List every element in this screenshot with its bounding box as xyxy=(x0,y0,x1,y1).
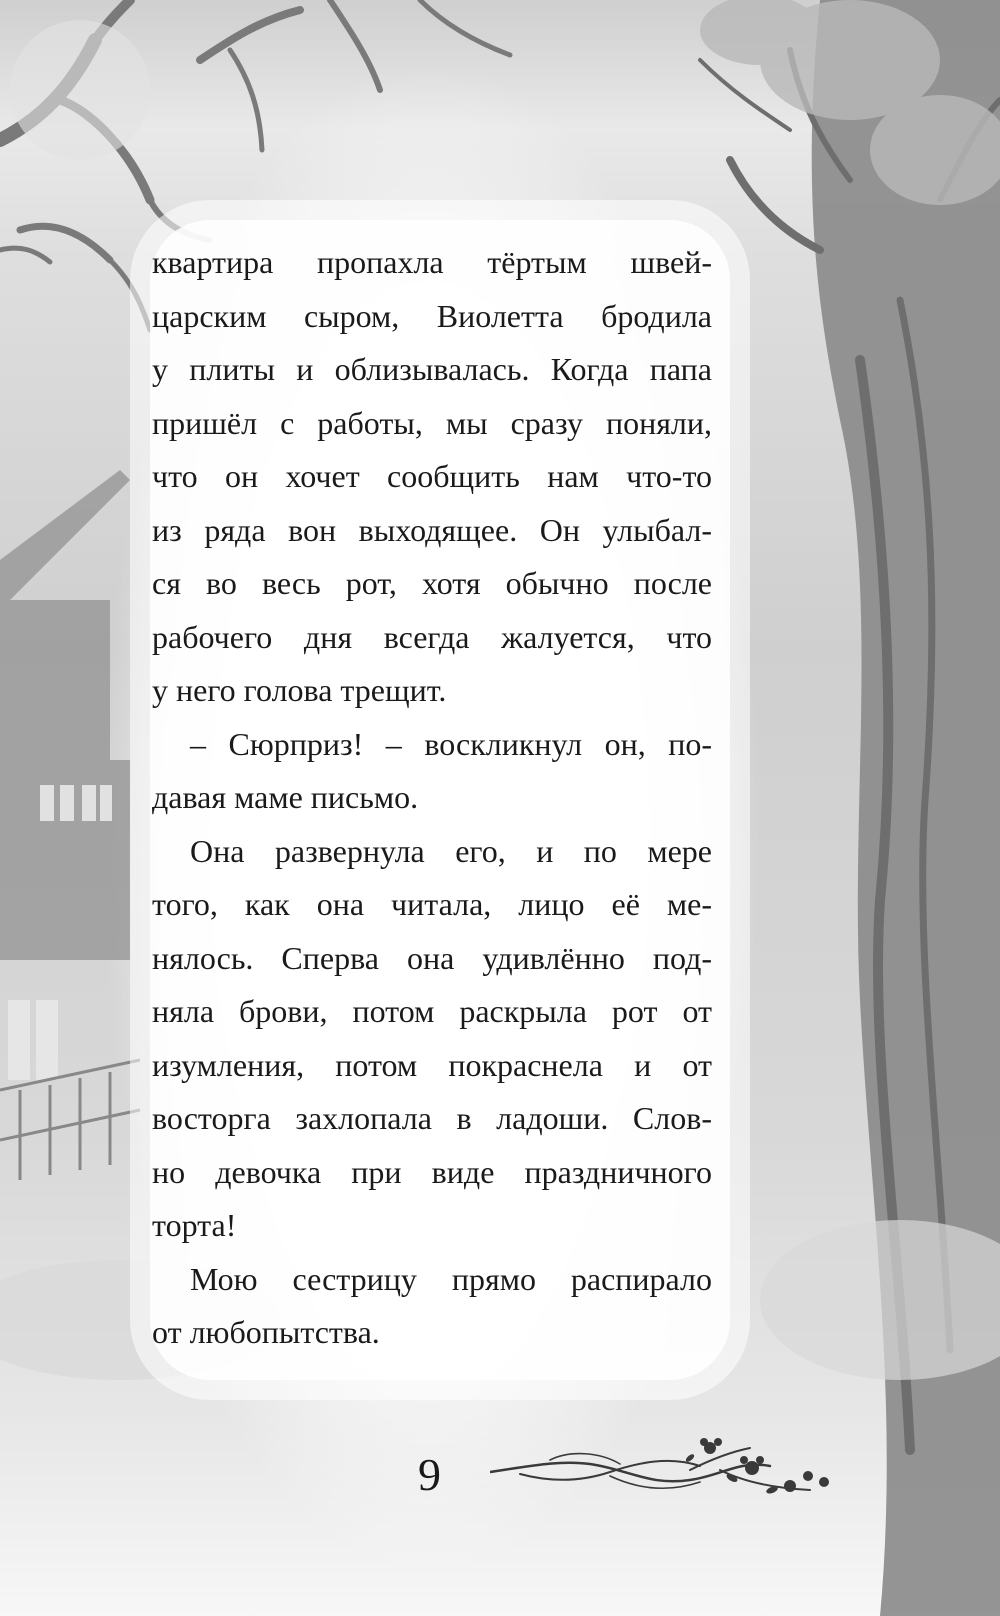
text-line: изумления, потом покраснела и от xyxy=(152,1046,712,1083)
text-line: рабочего дня всегда жалуется, что xyxy=(152,618,712,655)
text-line: у плиты и облизывалась. Когда папа xyxy=(152,351,712,387)
paragraph xyxy=(152,825,712,1253)
text-line: ся во весь рот, хотя обычно после xyxy=(152,565,712,601)
text-line: давая маме письмо. xyxy=(152,779,419,815)
text-line: квартира пропахла тёртым швей- xyxy=(152,244,712,280)
paragraph xyxy=(152,1253,712,1360)
text-line: няла брови, потом раскрыла рот от xyxy=(152,993,712,1029)
text-line: торта! xyxy=(152,1207,237,1243)
text-line: из ряда вон выходящее. Он улыбал- xyxy=(152,511,712,548)
text-line: у него голова трещит. xyxy=(152,672,447,708)
paragraph xyxy=(152,236,712,718)
paragraph xyxy=(152,718,712,825)
text-line: того, как она читала, лицо её ме- xyxy=(152,886,712,922)
text-line: что он хочет сообщить нам что-то xyxy=(152,458,712,494)
text-line: Мою сестрицу прямо распирало xyxy=(190,1260,712,1297)
text-line: но девочка при виде праздничного xyxy=(152,1153,712,1190)
text-line: царским сыром, Виолетта бродила xyxy=(152,297,712,334)
text-line: – Сюрприз! – воскликнул он, по- xyxy=(190,725,712,762)
text-line: нялось. Сперва она удивлённо под- xyxy=(152,939,712,976)
text-line: Она развернула его, и по мере xyxy=(190,832,712,869)
page-number: 9 xyxy=(418,1449,441,1500)
text-line: от любопытства. xyxy=(152,1314,380,1350)
text-line: восторга захлопала в ладоши. Слов- xyxy=(152,1100,712,1136)
body-text xyxy=(152,236,712,1360)
text-line: пришёл с работы, мы сразу поняли, xyxy=(152,404,712,441)
vine-flourish-icon xyxy=(490,1430,850,1510)
